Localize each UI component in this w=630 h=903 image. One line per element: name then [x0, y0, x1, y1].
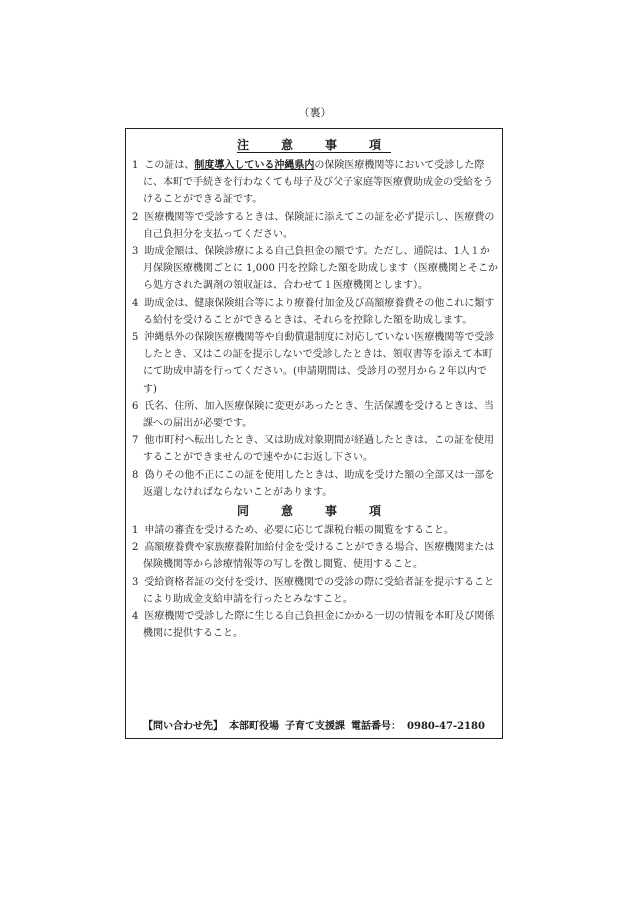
- contact-department: 子育て支援課: [285, 721, 346, 732]
- notes-item-6: [126, 398, 498, 432]
- item-number: 2: [132, 542, 139, 554]
- item-text: 申請の審査を受けるため、必要に応じて課税台帳の閲覧をすること。: [144, 525, 454, 537]
- item-number: 8: [132, 469, 139, 481]
- item-number: 4: [132, 297, 139, 309]
- item-text: 助成金額は、保険診療による自己負担金の額です。ただし、通院は、1人１か月保険医療機関ごとに 1,000 円を控除した額を助成します（医療機関とそこから処方された調剤の領収証は、合わせて１医療機関とします）。: [143, 246, 498, 292]
- item-number: 7: [132, 435, 139, 447]
- contact-label: 【問い合わせ先】: [143, 721, 224, 732]
- contact-office: 本部町役場: [229, 721, 280, 732]
- item-number: 4: [132, 611, 139, 623]
- notes-item-7: [126, 432, 498, 466]
- consent-heading: 同 意 事 項: [236, 504, 391, 519]
- notes-item-8: [126, 467, 498, 501]
- item-text: 他市町村へ転出したとき、又は助成対象期間が経過したときは、この証を使用することができませんので速やかにお返し下さい。: [143, 435, 494, 464]
- notes-item-3: [126, 243, 498, 295]
- item-text: 高額療養費や家族療養附加給付金を受けることができる場合、医療機関または保険機関等から診療情報等の写しを徴し閲覧、使用すること。: [143, 542, 495, 571]
- notes-item-4: [126, 295, 498, 329]
- notes-item-5: [126, 329, 498, 398]
- item-number: 6: [132, 400, 139, 412]
- item-highlight-text: 制度導入している沖縄県内: [194, 160, 315, 171]
- item-text: 氏名、住所、加入医療保険に変更があったとき、生活保護を受けるときは、当課への届出が必要です。: [143, 400, 494, 430]
- item-text: 偽りその他不正にこの証を使用したときは、助成を受けた額の全部又は一部を返還しなければならないことがあります。: [143, 469, 495, 498]
- item-number: 3: [132, 246, 139, 258]
- contact-line: [126, 717, 502, 732]
- consent-item-4: [126, 608, 498, 642]
- notice-box: [125, 128, 503, 739]
- item-text: の保険医療機関等において受診した際に、本町で手続きを行わなくても母子及び父子家庭等医療費助成金の受給をうけることができる証です。: [143, 160, 493, 206]
- item-number: 3: [132, 576, 139, 588]
- item-text: 受給資格者証の交付を受け、医療機関での受診の際に受給者証を提示することにより助成金支給申請を行ったとみなすこと。: [143, 576, 494, 605]
- item-number: 1: [132, 160, 139, 171]
- item-number: 2: [132, 211, 139, 223]
- item-number: 5: [132, 332, 139, 344]
- item-text: 医療機関等で受診するときは、保険証に添えてこの証を必ず提示し、医療費の自己負担分を支払ってください。: [143, 211, 495, 240]
- item-text: 助成金は、健康保険組合等により療養付加金及び高額療養費その他これに類する給付を受けることができるときは、それらを控除した額を助成します。: [143, 297, 495, 326]
- consent-item-3: [126, 574, 498, 608]
- consent-item-1: [126, 522, 498, 539]
- notes-item-2: [126, 209, 498, 243]
- contact-phone: 0980-47-2180: [407, 721, 485, 732]
- consent-item-2: [126, 539, 498, 573]
- item-text: 医療機関で受診した際に生じる自己負担金にかかる一切の情報を本町及び関係機関に提供すること。: [143, 611, 495, 640]
- page-side-label: （裏）: [298, 106, 332, 119]
- contact-phone-label: 電話番号：: [351, 721, 402, 732]
- item-text: 沖縄県外の保険医療機関等や自動償還制度に対応していない医療機関等で受診したとき、又はこの証を提示しないで受診したときは、領収書等を添えて本町にて助成申請を行ってください。(申請期間は、受診月の翌月から２年以内です): [143, 332, 495, 395]
- notes-item-1: [126, 157, 498, 209]
- item-number: 1: [132, 525, 139, 537]
- item-lead-text: この証は、: [144, 160, 195, 171]
- notes-heading: 注 意 事 項: [236, 138, 391, 152]
